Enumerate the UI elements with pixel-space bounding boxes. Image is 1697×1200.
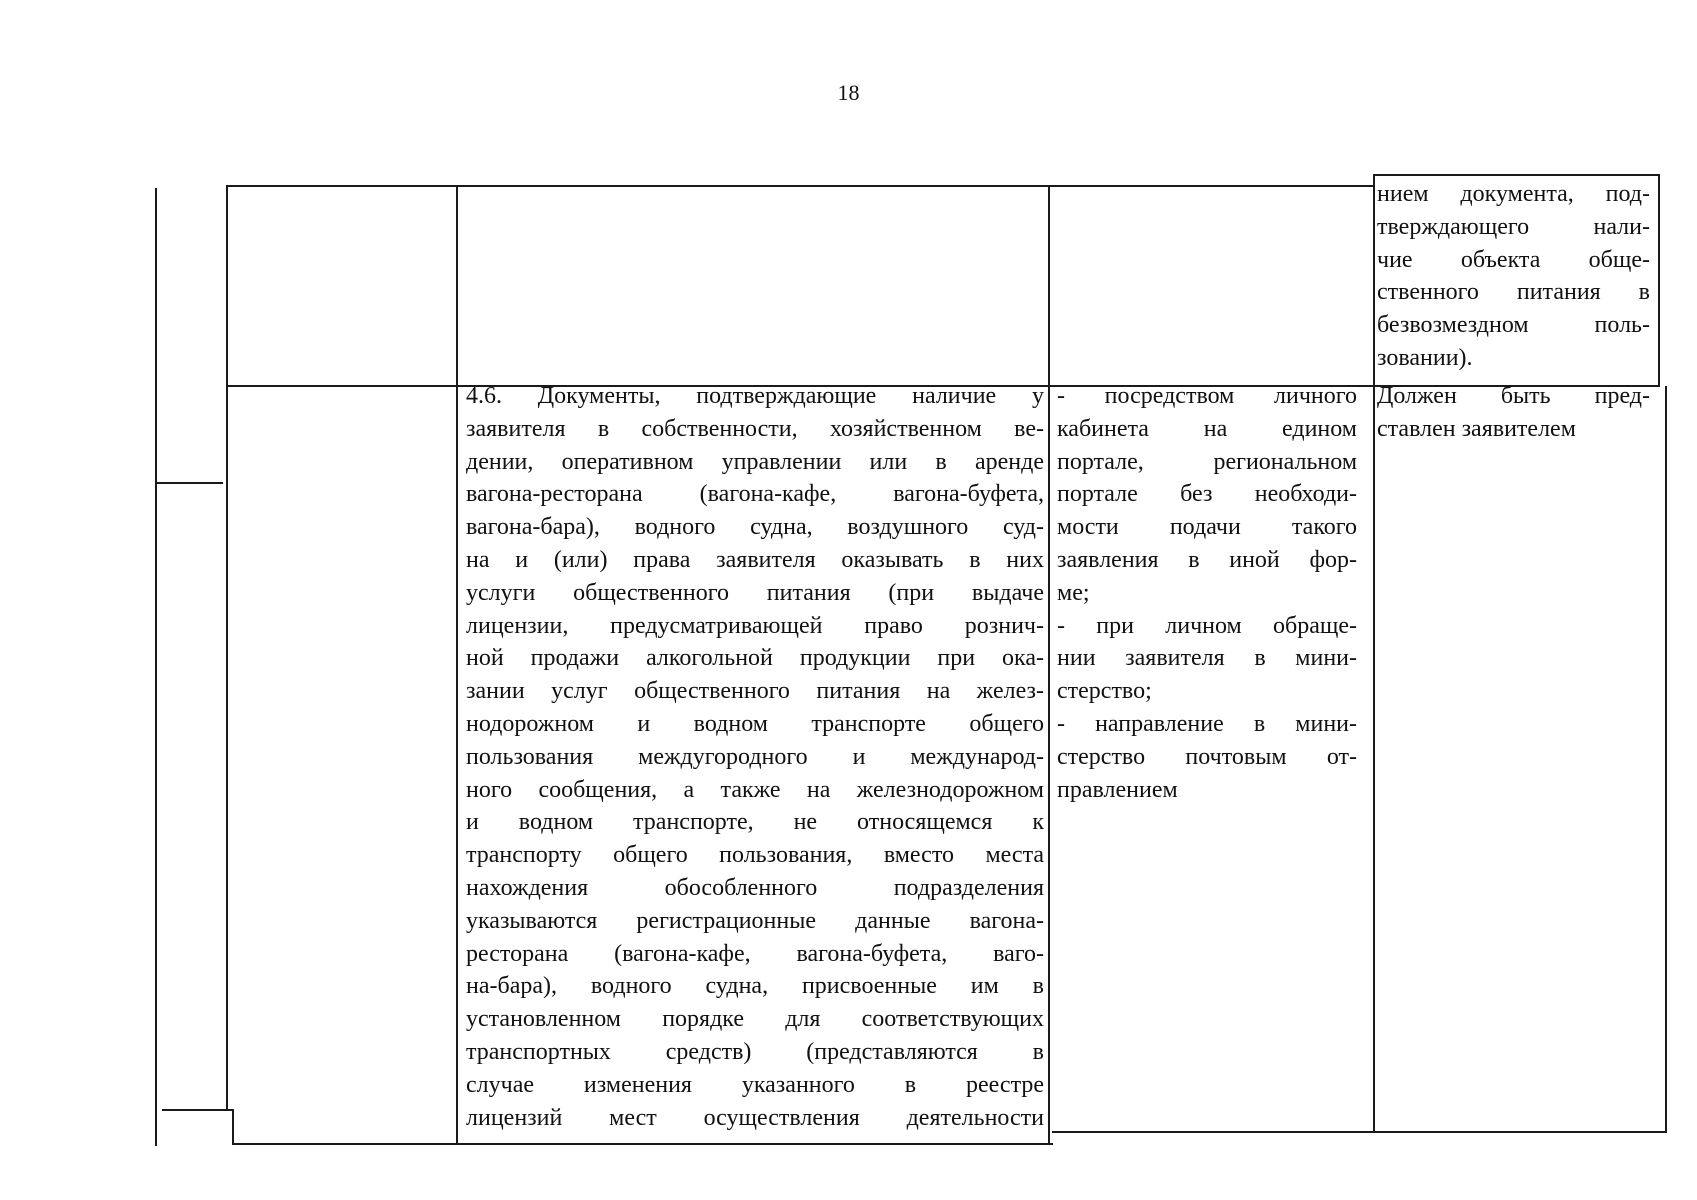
submission-method-item [1057, 610, 1357, 708]
page-number: 18 [837, 80, 860, 105]
text-line: тверждающего нали- [1377, 213, 1650, 240]
right-border-upper [1658, 174, 1660, 387]
row-main-col2-cell [466, 380, 1044, 1134]
text-line: 4.6. Документы, подтверждающие наличие у [466, 383, 1044, 409]
text-line: пользования междугородного и международ- [466, 743, 1044, 770]
text-line: ственного питания в [1377, 279, 1650, 306]
row-main-col3-cell [1057, 380, 1357, 806]
right-border-lower [1665, 386, 1667, 1133]
text-line: правлением [1057, 776, 1178, 803]
text-line: заявителя в собственности, хозяйственном ве- [466, 415, 1044, 442]
text-line: нии заявителя в мини- [1057, 645, 1357, 672]
text-line: дении, оперативном управлении или в аренде [466, 448, 1044, 475]
text-line: услуги общественного питания (при выдаче [466, 579, 1044, 606]
bottom-border-left [233, 1143, 1053, 1145]
text-line: вагона-бара), водного судна, воздушного суд- [466, 514, 1044, 541]
text-line: нахождения обособленного подразделения [466, 874, 1044, 901]
text-line: и водном транспорте, не относящемся к [466, 809, 1044, 836]
text-line: лицензии, предусматривающей право рознич- [466, 612, 1044, 639]
text-line: лицензий мест осуществления деятельности [466, 1104, 1044, 1131]
col1-left-border [226, 185, 228, 1110]
text-line: портале без необходи- [1057, 481, 1357, 508]
text-line: стерство; [1057, 678, 1152, 705]
text-line: кабинета на едином [1057, 415, 1357, 442]
text-line: ной продажи алкогольной продукции при ока- [466, 645, 1044, 672]
bottom-border-right [1052, 1131, 1667, 1133]
text-line: - направление в мини- [1057, 710, 1357, 737]
text-line: ного сообщения, а также на железнодорожном [466, 776, 1044, 803]
text-line: - при личном обраще- [1057, 612, 1357, 639]
submission-method-item [1057, 708, 1357, 806]
outer-left-border [155, 188, 157, 1146]
top-border-right [1373, 174, 1660, 176]
row-main-col4-cell [1377, 380, 1650, 446]
text-line: ставлен заявителем [1377, 415, 1576, 442]
text-line: стерство почтовым от- [1057, 743, 1357, 770]
col3-divider [1048, 185, 1050, 1145]
text-line: установленном порядке для соответствующих [466, 1006, 1044, 1033]
text-line: портале, региональном [1057, 448, 1357, 475]
text-line: чие объекта обще- [1377, 246, 1650, 273]
text-line: ме; [1057, 579, 1090, 606]
text-line: - посредством личного [1057, 383, 1357, 409]
text-line: Должен быть пред- [1377, 383, 1650, 409]
text-line: указываются регистрационные данные вагона- [466, 907, 1044, 934]
text-line: зовании). [1377, 344, 1473, 371]
outer-left-tick-lower [162, 1109, 233, 1111]
col4-divider [1373, 174, 1375, 1133]
text-line: безвозмездном поль- [1377, 312, 1650, 339]
text-line: на и (или) права заявителя оказывать в них [466, 546, 1044, 573]
outer-left-tick-upper [155, 482, 223, 484]
col2-divider [456, 185, 458, 1145]
text-line: зании услуг общественного питания на желез- [466, 678, 1044, 705]
text-line: ресторана (вагона-кафе, вагона-буфета, ваго- [466, 940, 1044, 967]
text-line: мости подачи такого [1057, 514, 1357, 541]
text-line: нодорожном и водном транспорте общего [466, 710, 1044, 737]
top-border-left [226, 185, 1374, 187]
text-line: вагона-ресторана (вагона-кафе, вагона-буфета, [466, 481, 1044, 508]
text-line: случае изменения указанного в реестре [466, 1071, 1044, 1098]
submission-method-item [1057, 380, 1357, 610]
col1-left-border-lower [232, 1109, 234, 1145]
text-line: заявления в иной фор- [1057, 546, 1357, 573]
text-line: нием документа, под- [1377, 181, 1650, 207]
row-top-col4-cell [1377, 178, 1650, 375]
text-line: на-бара), водного судна, присвоенные им в [466, 973, 1044, 1000]
text-line: транспорту общего пользования, вместо места [466, 842, 1044, 869]
text-line: транспортных средств) (представляются в [466, 1038, 1044, 1065]
